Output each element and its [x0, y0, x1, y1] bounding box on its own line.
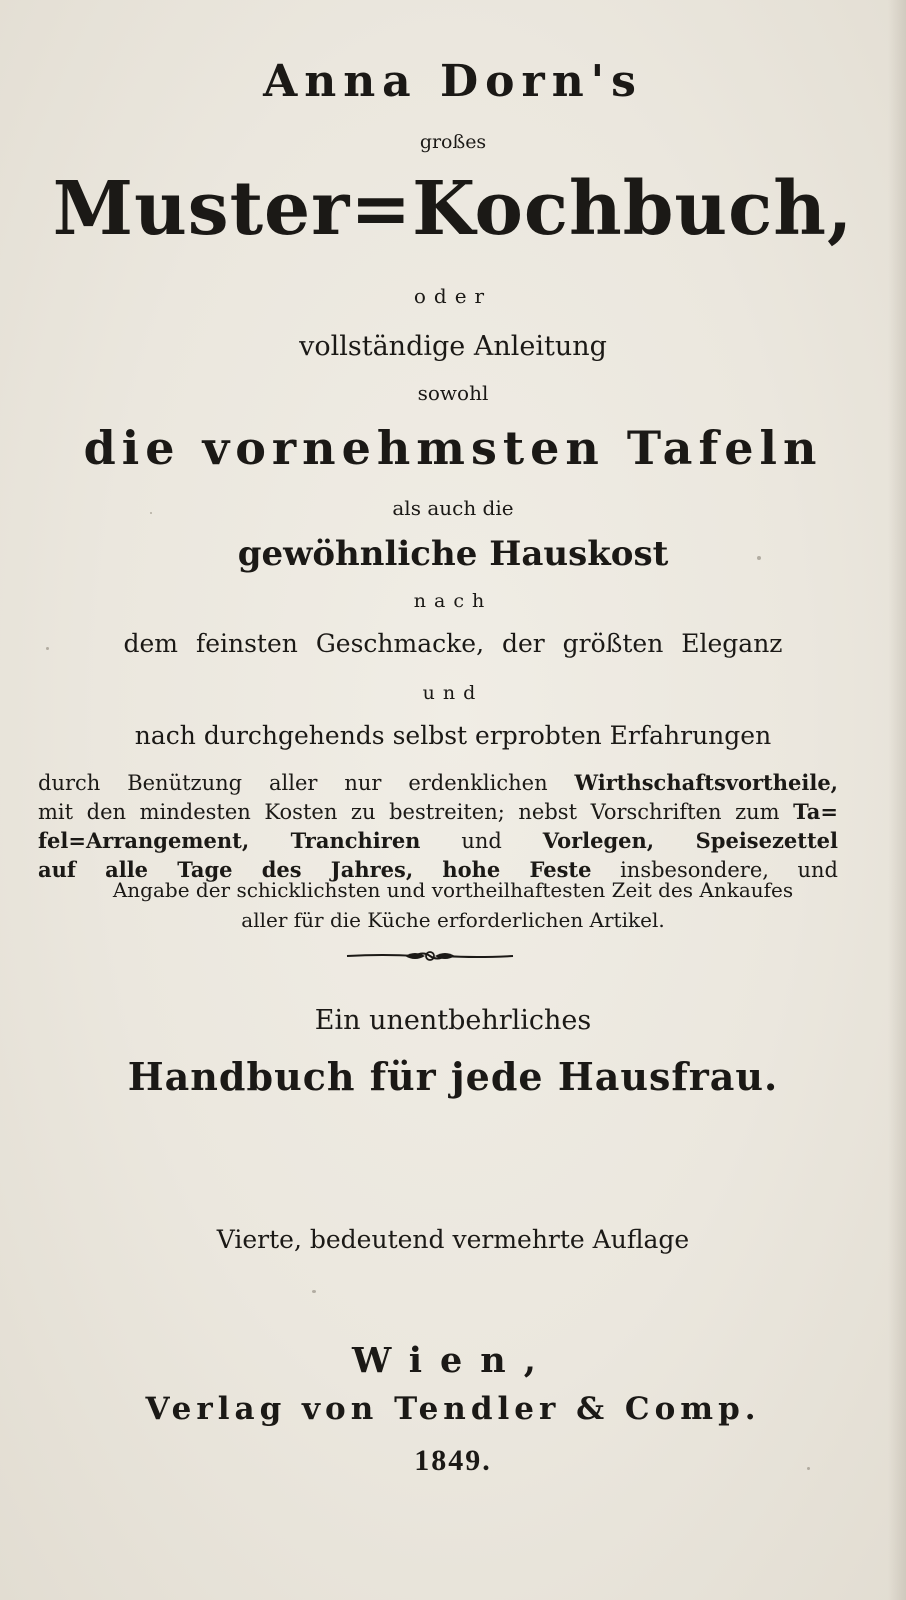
conjunction-und: und: [422, 682, 484, 704]
paper-speck: [46, 647, 49, 650]
description-emphasis: Vorlegen, Speisezettel: [542, 828, 839, 853]
description-text: durch Benützung aller nur erdenklichen: [38, 771, 575, 795]
description-line-2: [38, 797, 838, 827]
description-emphasis: Wirthschaftsvortheile,: [574, 770, 838, 795]
conjunction-oder: oder: [413, 284, 493, 308]
publisher: Verlag von Tendler & Comp.: [145, 1391, 761, 1427]
paper-speck: [757, 556, 761, 560]
description-emphasis: Ta=: [793, 799, 838, 824]
subtitle-erfahrungen: nach durchgehends selbst erprobten Erfahrungen: [134, 721, 772, 750]
description-text: mit den mindesten Kosten zu bestreiten; nebst Vorschriften zum: [38, 800, 794, 824]
conjunction-sowohl: sowohl: [417, 381, 489, 405]
description-text: und: [420, 829, 543, 853]
description-line-1: [38, 768, 838, 798]
description-text: insbesondere, und: [591, 858, 838, 882]
paper-speck: [807, 1467, 810, 1470]
paper-speck: [150, 512, 152, 514]
subtitle-grosses: großes: [419, 131, 487, 153]
description-line-3: [38, 826, 838, 856]
subtitle-geschmack: dem feinsten Geschmacke, der größten Eleganz: [123, 629, 783, 658]
conjunction-nach: nach: [413, 590, 493, 612]
publication-year: 1849.: [414, 1444, 492, 1477]
conjunction-als-auch: als auch die: [392, 496, 514, 520]
description-emphasis: auf alle Tage des Jahres, hohe Feste: [38, 857, 592, 882]
description-emphasis: fel=Arrangement, Tranchiren: [38, 828, 421, 853]
ornament-divider-icon: [345, 944, 515, 968]
book-title: Muster=Kochbuch,: [52, 166, 854, 252]
paper-speck: [312, 1290, 316, 1293]
edition-note: Vierte, bedeutend vermehrte Auflage: [216, 1225, 690, 1254]
description-line-5: Angabe der schicklichsten und vortheilhaftesten Zeit des Ankaufes: [112, 878, 794, 902]
subtitle-unentbehrlich: Ein unentbehrliches: [314, 1005, 592, 1036]
subtitle-tafeln: die vornehmsten Tafeln: [83, 421, 823, 475]
description-line-6: aller für die Küche erforderlichen Artikel.: [241, 908, 665, 932]
subtitle-handbuch: Handbuch für jede Hausfrau.: [127, 1054, 779, 1099]
subtitle-hauskost: gewöhnliche Hauskost: [237, 534, 669, 574]
author-name: Anna Dorn's: [263, 56, 643, 107]
subtitle-anleitung: vollständige Anleitung: [299, 331, 607, 362]
publication-place: Wien,: [352, 1340, 554, 1381]
